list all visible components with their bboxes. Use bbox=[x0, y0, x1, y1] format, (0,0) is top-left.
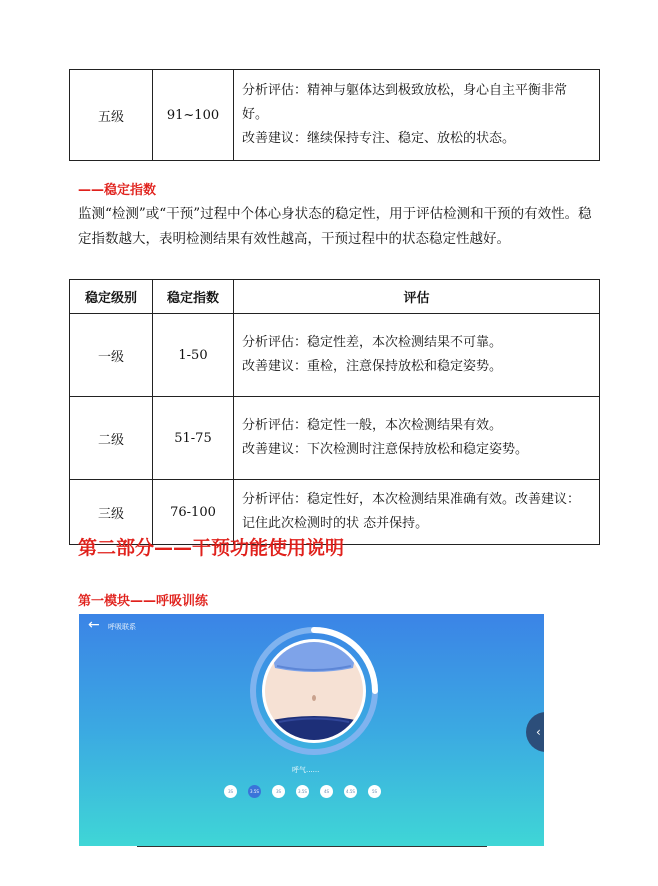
range-cell: 1-50 bbox=[153, 314, 234, 397]
table-row bbox=[70, 314, 600, 397]
table-header-row bbox=[70, 280, 600, 314]
chevron-left-icon: ‹ bbox=[536, 725, 541, 739]
rhythm-pill[interactable]: 3S bbox=[272, 785, 285, 798]
assessment-text: 分析评估：稳定性差，本次检测结果不可靠。 bbox=[242, 335, 503, 350]
back-arrow-icon[interactable]: ← bbox=[88, 617, 100, 633]
table-row bbox=[70, 70, 600, 161]
header-assessment: 评估 bbox=[234, 280, 600, 314]
advice-text: 改善建议：继续保持专注、稳定、放松的状态。 bbox=[242, 131, 516, 146]
rhythm-pill-active[interactable]: 3.5S bbox=[248, 785, 261, 798]
assessment-cell bbox=[234, 70, 600, 161]
assessment-cell bbox=[234, 314, 600, 397]
breath-phase-label: 呼气...... bbox=[292, 766, 320, 774]
stability-heading: ——稳定指数 bbox=[78, 183, 157, 198]
breathing-app-screenshot bbox=[79, 614, 544, 846]
header-level: 稳定级别 bbox=[70, 280, 153, 314]
advice-text: 改善建议：下次检测时注意保持放松和稳定姿势。 bbox=[242, 442, 529, 457]
side-panel-button[interactable] bbox=[526, 712, 544, 752]
range-cell: 91~100 bbox=[153, 70, 234, 161]
rhythm-pill[interactable]: 4S bbox=[320, 785, 333, 798]
module-title: 第一模块——呼吸训练 bbox=[78, 594, 209, 609]
assessment-cell bbox=[234, 397, 600, 480]
rhythm-pill[interactable]: 4.5S bbox=[344, 785, 357, 798]
range-cell: 76-100 bbox=[153, 480, 234, 545]
divider bbox=[137, 846, 487, 847]
level-cell: 二级 bbox=[70, 397, 153, 480]
range-cell: 51-75 bbox=[153, 397, 234, 480]
rhythm-pill[interactable]: 3S bbox=[224, 785, 237, 798]
level-cell: 五级 bbox=[70, 70, 153, 161]
app-title: 呼吸联系 bbox=[108, 623, 136, 631]
header-index: 稳定指数 bbox=[153, 280, 234, 314]
assessment-text: 分析评估：稳定性好，本次检测结果准确有效。改善建议：记住此次检测时的状 态并保持。 bbox=[242, 492, 581, 531]
rhythm-pill[interactable]: 3.5S bbox=[296, 785, 309, 798]
stability-paragraph: 监测“检测”或“干预”过程中个体心身状态的稳定性，用于评估检测和干预的有效性。稳定指数越大，表明检测结果有效性越高，干预过程中的状态稳定性越好。 bbox=[78, 206, 592, 247]
level-table-top bbox=[69, 69, 600, 161]
assessment-text: 分析评估：精神与躯体达到极致放松，身心自主平衡非常好。 bbox=[242, 83, 568, 122]
level-cell: 三级 bbox=[70, 480, 153, 545]
assessment-text: 分析评估：稳定性一般，本次检测结果有效。 bbox=[242, 418, 503, 433]
rhythm-selector bbox=[224, 785, 381, 798]
level-cell: 一级 bbox=[70, 314, 153, 397]
stability-table bbox=[69, 279, 600, 545]
rhythm-pill[interactable]: 5S bbox=[368, 785, 381, 798]
breathing-ring bbox=[249, 626, 379, 756]
advice-text: 改善建议：重检，注意保持放松和稳定姿势。 bbox=[242, 359, 503, 374]
abdomen-illustration bbox=[249, 626, 379, 756]
table-row bbox=[70, 397, 600, 480]
section-title: 第二部分——干预功能使用说明 bbox=[78, 537, 345, 559]
